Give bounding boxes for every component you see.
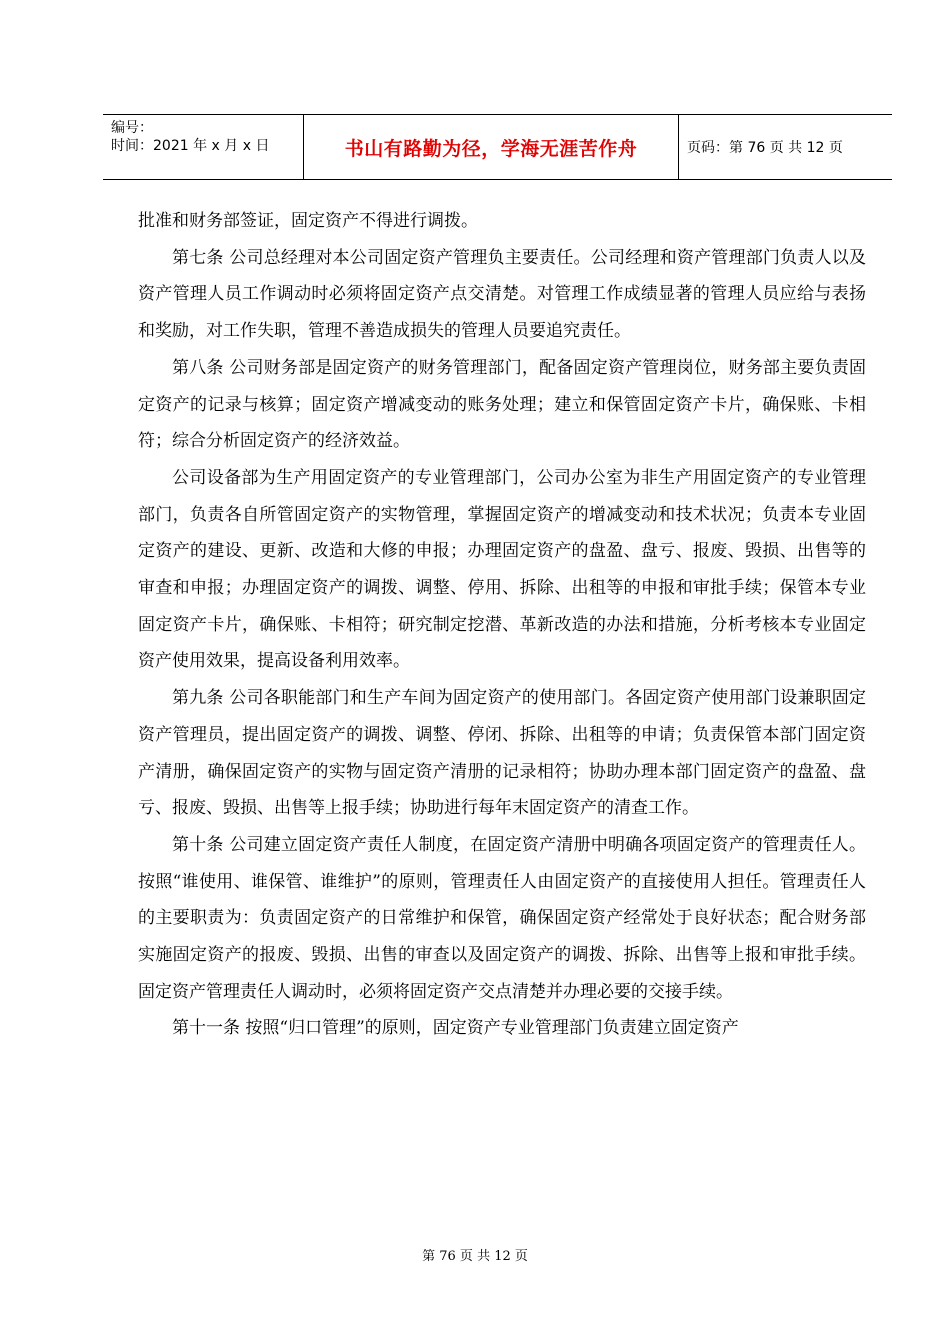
- paragraph-equipment-dept: 公司设备部为生产用固定资产的专业管理部门，公司办公室为非生产用固定资产的专业管理部门，负责各自所管固定资产的实物管理，掌握固定资产的增减变动和技术状况；负责本专业固定资产的建设、更新、改造和大修的申报；办理固定资产的盘盈、盘亏、报废、毁损、出售等的审查和申报；办理固定资产的调拨、调整、停用、拆除、出租等的申报和审批手续；保管本专业固定资产卡片，确保账、卡相符；研究制定挖潜、革新改造的办法和措施，分析考核本专业固定资产使用效果，提高设备利用效率。: [138, 467, 866, 672]
- paragraph-article-10: 第十条 公司建立固定资产责任人制度，在固定资产清册中明确各项固定资产的管理责任人。按照“谁使用、谁保管、谁维护”的原则，管理责任人由固定资产的直接使用人担任。管理责任人的主要职责为：负责固定资产的日常维护和保管，确保固定资产经常处于良好状态；配合财务部实施固定资产的报废、毁损、出售的审查以及固定资产的调拨、拆除、出售等上报和审批手续。固定资产管理责任人调动时，必须将固定资产交点清楚并办理必要的交接手续。: [138, 834, 866, 1002]
- header-motto: 书山有路勤为径，学海无涯苦作舟: [304, 115, 679, 179]
- document-body: [138, 203, 866, 1047]
- paragraph-article-11: 第十一条 按照“归口管理”的原则，固定资产专业管理部门负责建立固定资产: [172, 1018, 739, 1039]
- header-meta: [103, 115, 304, 179]
- paragraph-continuation: 批准和财务部签证，固定资产不得进行调拨。: [138, 211, 478, 231]
- paragraph-article-9: 第九条 公司各职能部门和生产车间为固定资产的使用部门。各固定资产使用部门设兼职固定资产管理员，提出固定资产的调拨、调整、停闭、拆除、出租等的申请；负责保管本部门固定资产清册，确保固定资产的实物与固定资产清册的记录相符；协助办理本部门固定资产的盘盈、盘亏、报废、毁损、出售等上报手续；协助进行每年末固定资产的清查工作。: [138, 688, 866, 819]
- paragraph-article-7: 第七条 公司总经理对本公司固定资产管理负主要责任。公司经理和资产管理部门负责人以及资产管理人员工作调动时必须将固定资产点交清楚。对管理工作成绩显著的管理人员应给与表扬和奖励，对工作失职，管理不善造成损失的管理人员要追究责任。: [138, 247, 866, 342]
- page-footer: 第 76 页 共 12 页: [422, 1249, 528, 1264]
- header-page-info: 页码：第 76 页 共 12 页: [687, 140, 843, 156]
- page-header: [103, 114, 892, 180]
- document-date: 时间：2021 年 x 月 x 日: [111, 138, 270, 154]
- paragraph-article-8: 第八条 公司财务部是固定资产的财务管理部门，配备固定资产管理岗位，财务部主要负责固定资产的记录与核算；固定资产增减变动的账务处理；建立和保管固定资产卡片，确保账、卡相符；综合分析固定资产的经济效益。: [138, 357, 866, 452]
- document-number-label: 编号：: [111, 120, 153, 136]
